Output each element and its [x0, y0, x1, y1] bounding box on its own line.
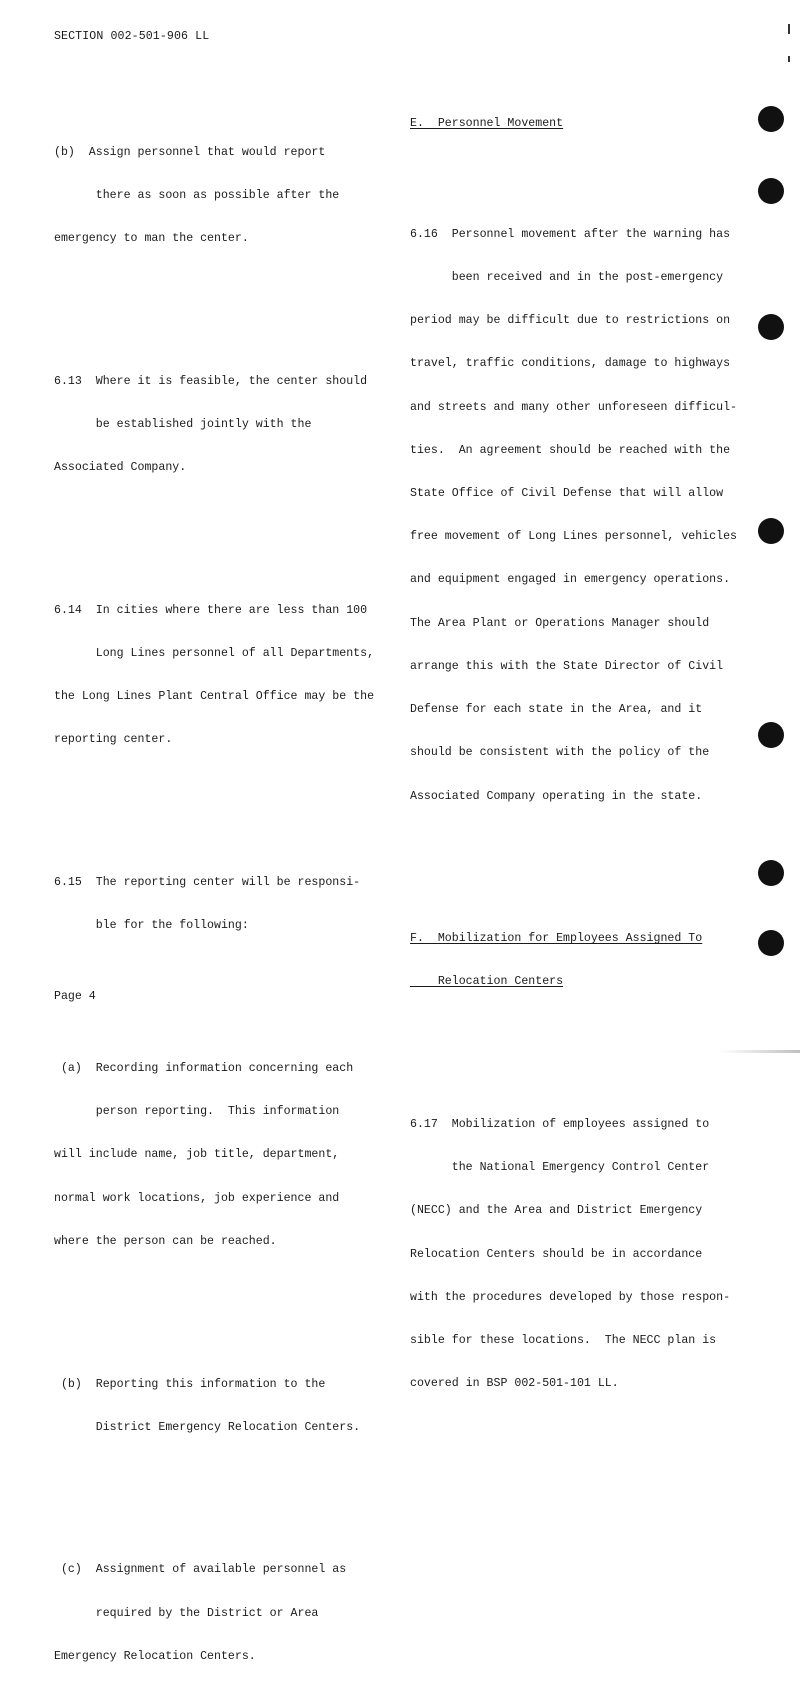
text-line: (c) Assignment of available personnel as: [54, 1563, 347, 1577]
punch-hole: [758, 106, 784, 132]
text-line: the National Emergency Control Center: [410, 1161, 710, 1175]
page-number: Page 4: [54, 990, 96, 1003]
text-line: reporting center.: [54, 733, 173, 747]
right-column: [410, 88, 750, 1435]
left-column: [54, 88, 384, 1707]
text-line: period may be difficult due to restrictions on: [410, 314, 731, 328]
text-line: free movement of Long Lines personnel, vehicles: [410, 530, 737, 544]
text-line: 6.13 Where it is feasible, the center should: [54, 374, 368, 388]
text-line: 6.16 Personnel movement after the warning has: [410, 227, 731, 241]
text-line: arrange this with the State Director of Civil: [410, 659, 724, 673]
text-line: Relocation Centers should be in accordance: [410, 1247, 703, 1261]
text-line: 6.14 In cities where there are less than 100: [54, 603, 368, 617]
section-header: SECTION 002-501-906 LL: [54, 30, 210, 43]
text-line: The Area Plant or Operations Manager should: [410, 616, 710, 630]
text-line: travel, traffic conditions, damage to highways: [410, 357, 731, 371]
punch-hole: [758, 178, 784, 204]
punch-hole: [758, 930, 784, 956]
text-line: normal work locations, job experience and: [54, 1191, 340, 1205]
text-line: 6.15 The reporting center will be responsi-: [54, 876, 361, 890]
paragraph-a-recording-info: [54, 1033, 384, 1278]
text-line: Associated Company operating in the state.: [410, 789, 703, 803]
punch-hole: [758, 722, 784, 748]
scan-smudge: [720, 1050, 800, 1053]
punch-hole: [758, 860, 784, 886]
text-line: Long Lines personnel of all Departments,: [54, 647, 375, 661]
text-line: State Office of Civil Defense that will allow: [410, 486, 724, 500]
text-line: (a) Recording information concerning each: [54, 1062, 354, 1075]
text-line: been received and in the post-emergency: [410, 270, 724, 284]
text-line: should be consistent with the policy of the: [410, 746, 710, 760]
text-line: and streets and many other unforeseen difficul-: [410, 400, 737, 414]
heading-line: Relocation Centers: [410, 975, 564, 989]
paragraph-c-assignment: [54, 1535, 384, 1693]
text-line: sible for these locations. The NECC plan is: [410, 1334, 717, 1348]
scan-mark: [788, 56, 790, 62]
text-line: the Long Lines Plant Central Office may be the: [54, 690, 375, 704]
text-line: (b) Assign personnel that would report: [54, 145, 326, 159]
scan-mark: [788, 24, 790, 34]
text-line: there as soon as possible after the: [54, 188, 340, 202]
text-line: District Emergency Relocation Centers.: [54, 1420, 361, 1434]
paragraph-6-14: [54, 575, 384, 777]
text-line: emergency to man the center.: [54, 232, 249, 246]
text-line: covered in BSP 002-501-101 LL.: [410, 1377, 619, 1391]
punch-hole: [758, 518, 784, 544]
text-line: (NECC) and the Area and District Emergency: [410, 1204, 703, 1218]
text-line: (b) Reporting this information to the: [54, 1377, 326, 1391]
text-line: 6.17 Mobilization of employees assigned to: [410, 1118, 710, 1132]
paragraph-b-reporting-info: [54, 1349, 384, 1464]
text-line: be established jointly with the: [54, 417, 312, 431]
heading-line: F. Mobilization for Employees Assigned To: [410, 932, 703, 946]
text-line: Defense for each state in the Area, and it: [410, 703, 703, 717]
text-line: person reporting. This information: [54, 1105, 340, 1119]
punch-hole: [758, 314, 784, 340]
text-line: ties. An agreement should be reached with the: [410, 443, 731, 457]
paragraph-6-15: [54, 847, 384, 962]
text-line: Emergency Relocation Centers.: [54, 1649, 256, 1663]
paragraph-b-assign-personnel: [54, 117, 384, 275]
text-line: will include name, job title, department,: [54, 1148, 340, 1162]
paragraph-6-13: [54, 346, 384, 504]
text-line: with the procedures developed by those respon-: [410, 1290, 731, 1304]
section-heading-f: [410, 903, 750, 1018]
text-line: ble for the following:: [54, 919, 249, 933]
text-line: and equipment engaged in emergency operations.: [410, 573, 731, 587]
text-line: Associated Company.: [54, 461, 187, 475]
paragraph-6-16: [410, 199, 750, 833]
section-heading-e: E. Personnel Movement: [410, 116, 564, 130]
paragraph-6-17: [410, 1089, 750, 1420]
text-line: where the person can be reached.: [54, 1234, 277, 1248]
text-line: required by the District or Area: [54, 1606, 319, 1620]
